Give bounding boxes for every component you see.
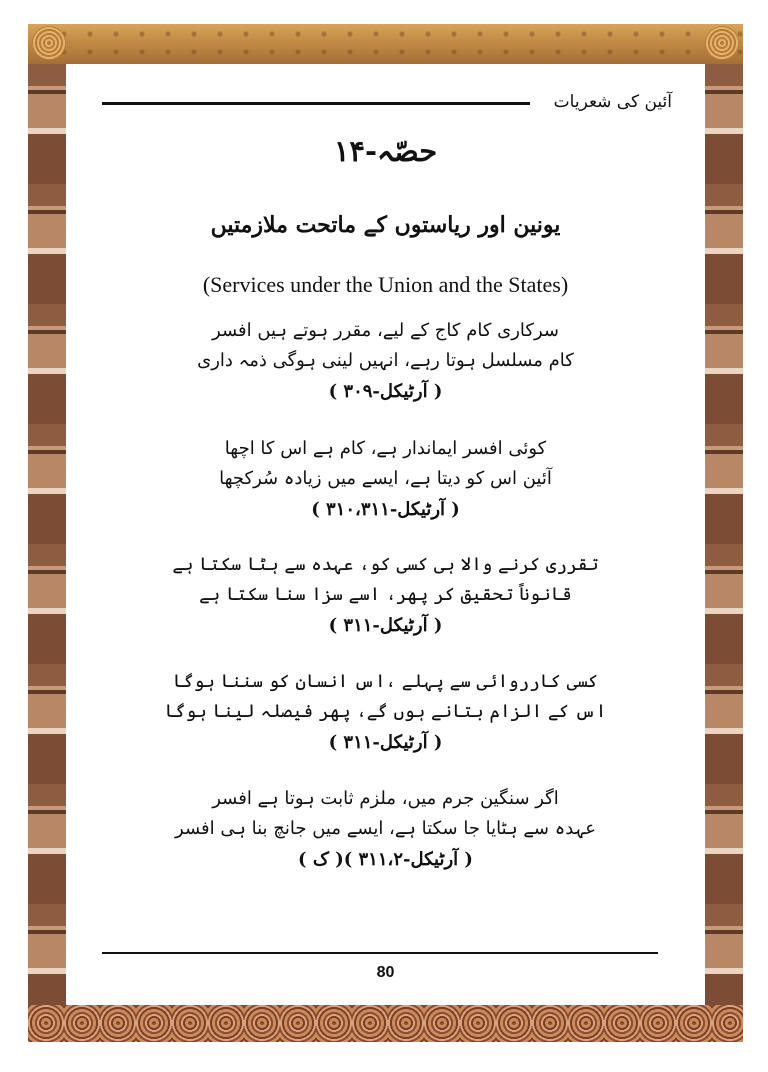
article-reference: ( آرٹیکل-۳۰۹ ): [328, 381, 443, 402]
footer-rule: [102, 952, 658, 954]
article-reference: ( آرٹیکل-۳۱۱،۲ )( ک ): [298, 849, 473, 870]
verse-line: اگر سنگین جرم میں، ملزم ثابت ہوتا ہے افسر: [212, 788, 559, 809]
verse-line: قانوناً تحقیق کر پھر، اسے سزا سنا سکتا ہے: [199, 584, 572, 605]
verse-line: آئین اس کو دیتا ہے، ایسے میں زیادہ سُرکچھا: [219, 468, 552, 489]
stanza: [66, 316, 705, 408]
page-number: 80: [376, 964, 395, 981]
running-header: [102, 92, 672, 112]
header-rule: [102, 102, 530, 105]
book-page: [66, 64, 705, 1005]
stanza: [66, 434, 705, 526]
left-pillar-ornament: [28, 64, 66, 1005]
rosette-ornament-left: [32, 26, 66, 60]
verse-line: تقرری کرنے والا ہی کسی کو، عہدہ سے ہٹا سکتا ہے: [172, 554, 599, 575]
verse-line: کسی کارروائی سے پہلے ،اس انسان کو سننا ہوگا: [172, 671, 599, 692]
stanza: [66, 667, 705, 759]
stanza: [66, 784, 705, 876]
top-frieze-ornament: [28, 24, 743, 64]
rosette-ornament-right: [705, 26, 739, 60]
part-label: حصّہ-۱۴: [333, 134, 438, 168]
article-reference: ( آرٹیکل-۳۱۱ ): [328, 732, 443, 753]
chapter-heading-urdu: یونین اور ریاستوں کے ماتحت ملازمتیں: [210, 212, 561, 238]
stanza: [66, 550, 705, 642]
verse-line: کوئی افسر ایماندار ہے، کام ہے اس کا اچھا: [224, 438, 547, 459]
chapter-heading-english: (Services under the Union and the States): [202, 272, 569, 297]
right-pillar-ornament: [705, 64, 743, 1005]
verse-line: عہدہ سے ہٹایا جا سکتا ہے، ایسے میں جانچ بنا ہی افسر: [175, 818, 596, 839]
article-reference: ( آرٹیکل-۳۱۱ ): [328, 615, 443, 636]
bottom-frieze-ornament: [28, 1005, 743, 1042]
verse-line: اس کے الزام بتانے ہوں گے، پھر فیصلہ لینا ہوگا: [164, 701, 607, 722]
book-title: آئین کی شعریات: [553, 92, 672, 112]
article-reference: ( آرٹیکل-۳۱۰،۳۱۱ ): [311, 499, 460, 520]
verse-line: سرکاری کام کاج کے لیے، مقرر ہوتے ہیں افسر: [212, 320, 559, 341]
verse-line: کام مسلسل ہوتا رہے، انہیں لینی ہوگی ذمہ داری: [197, 350, 574, 371]
